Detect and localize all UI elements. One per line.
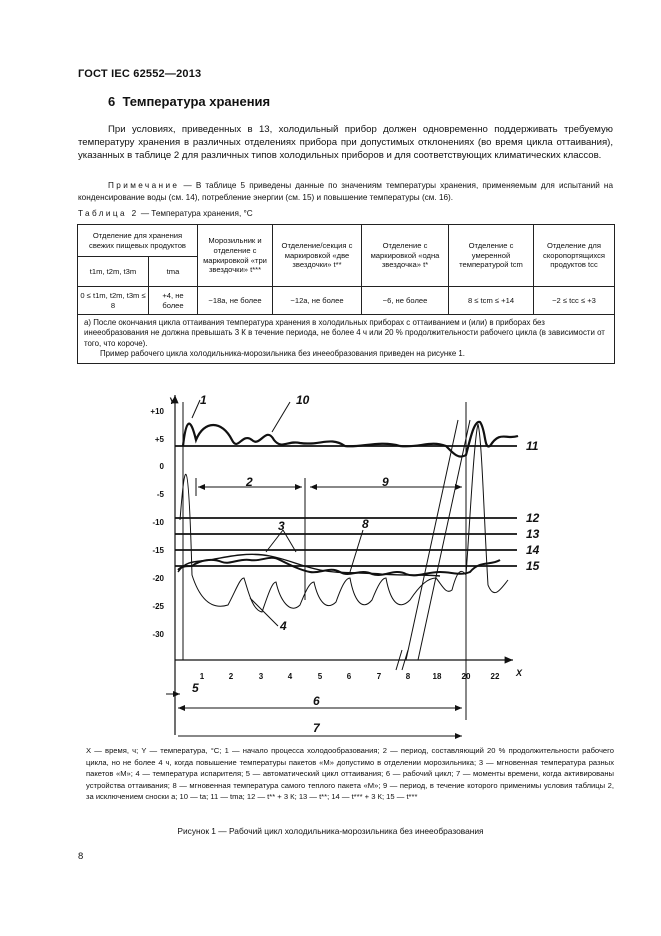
note-paragraph: [78, 180, 613, 204]
table-cell: −6, не более: [362, 287, 449, 315]
table-cell: −2 ≤ tcc ≤ +3: [534, 287, 615, 315]
body-paragraph: При условиях, приведенных в 13, холодильный прибор должен одновременно поддерживать требуемую температуру хранения в различных отделениях прибора при допустимых отклонениях (во время цикла оттаивания), указанных в таблице 2 для различных типов холодильных приборов и для соответствующих климатических классов.: [78, 124, 613, 162]
table-cell: 0 ≤ t1m, t2m, t3m ≤ 8: [78, 287, 149, 315]
leader-4: [250, 598, 278, 626]
x-tick: 22: [490, 672, 500, 681]
callout-11: 11: [526, 439, 539, 453]
x-tick: 3: [258, 672, 264, 681]
x-tick: 20: [461, 672, 471, 681]
callout-1: 1: [200, 393, 207, 407]
table-caption: [78, 209, 253, 218]
y-tick: -20: [152, 574, 164, 583]
callout-7: 7: [313, 721, 320, 735]
y-tick: -10: [152, 518, 164, 527]
th-fresh-sub-1: t1m, t2m, t3m: [78, 257, 149, 287]
page-number: 8: [78, 851, 84, 862]
x-tick: 18: [432, 672, 442, 681]
y-tick: +10: [150, 407, 164, 416]
storage-temperature-table: [77, 224, 615, 364]
x-tick: 5: [317, 672, 323, 681]
y-tick: -30: [152, 630, 164, 639]
document-header: ГОСТ IEC 62552—2013: [78, 68, 202, 80]
table-caption-text: — Температура хранения, °С: [140, 209, 253, 218]
callout-4: 4: [280, 619, 287, 633]
section-number: 6: [108, 94, 116, 109]
x-tick: 6: [346, 672, 352, 681]
callout-9: 9: [382, 475, 389, 489]
y-axis-label: Y: [169, 396, 176, 406]
table-cell: +4, не более: [149, 287, 198, 315]
th-chill: Отделение для скоропортящихся продуктов tcc: [534, 225, 615, 287]
callout-5: 5: [192, 681, 199, 695]
th-one-star: Отделение с маркировкой «одна звездочка» t*: [362, 225, 449, 287]
x-tick: 2: [228, 672, 234, 681]
table-footnote-cell: [78, 315, 615, 364]
x-tick: 1: [199, 672, 205, 681]
compartment-temp-curve: [183, 422, 518, 457]
section-title-text: Температура хранения: [122, 94, 271, 109]
callout-2: 2: [246, 475, 253, 489]
table-footnote-example: Пример рабочего цикла холодильника-морозильника без инееобразования приведен на рисунке 1.: [100, 349, 465, 359]
callout-15: 15: [526, 559, 540, 573]
note-label: Примечание: [108, 181, 180, 190]
th-two-star: Отделение/секция с маркировкой «две звездочки» t**: [273, 225, 362, 287]
y-tick: +5: [154, 435, 164, 444]
leader-10: [272, 402, 290, 432]
table-caption-label: Таблица 2: [78, 209, 139, 218]
th-fresh-sub-2: tma: [149, 257, 198, 287]
y-tick: 0: [159, 462, 164, 471]
defrost-ramp-2: [418, 420, 470, 660]
callout-10: 10: [296, 393, 310, 407]
table-footnote: а) После окончания цикла оттаивания температура хранения в холодильных приборах с оттаиванием и (или) в приборах без инееобразования не должна превышать 3 К в течение периода, не более 4 ч или 20 % продолжительности рабочего цикла (в зависимости от того, что короче).: [84, 318, 605, 348]
figure-1-chart: [0, 378, 661, 743]
y-tick: -25: [152, 602, 164, 611]
callout-8: 8: [362, 517, 369, 531]
th-fresh-food: Отделение для хранения свежих пищевых продуктов: [78, 225, 198, 257]
callout-14: 14: [526, 543, 540, 557]
th-frozen: Морозильник и отделение с маркировкой «три звездочки» t***: [198, 225, 273, 287]
table-cell: −18а, не более: [198, 287, 273, 315]
leader-1: [192, 400, 200, 418]
callout-13: 13: [526, 527, 540, 541]
note-text: — В таблице 5 приведены данные по значениям температуры хранения, применяемым для испытаний на конденсирование воды (см. 14), потребление энергии (см. 15) и повышение температуры (см. 16).: [78, 181, 613, 202]
defrost-ramp-1: [406, 420, 458, 660]
table-cell: 8 ≤ tcm ≤ +14: [449, 287, 534, 315]
y-tick: -5: [156, 490, 164, 499]
y-tick: -15: [152, 546, 164, 555]
callout-3: 3: [278, 519, 285, 533]
figure-legend: X — время, ч; Y — температура, °С; 1 — начало процесса холодообразования; 2 — период, составляющий 20 % продолжительности рабочего цикла, но не более 4 ч, когда повышение температуры пакетов «М» допустимо в отделении морозильника; 3 — мгновенная температура разных пакетов «М»; 4 — температура испарителя; 5 — автоматический цикл оттаивания; 6 — рабочий цикл; 7 — моменты времени, когда активированы устройства оттаивания; 8 — мгновенная температура самого теплого пакета «М»; 9 — период, в течение которого применимы условия таблицы 2, за исключением сноски а; 10 — ta; 11 — tma; 12 — t** + 3 К; 13 — t**; 14 — t*** + 3 К; 15 — t***: [86, 746, 614, 802]
section-title: [108, 94, 270, 109]
x-tick: 7: [376, 672, 382, 681]
table-cell: −12а, не более: [273, 287, 362, 315]
x-axis-label: X: [516, 668, 523, 678]
callout-12: 12: [526, 511, 540, 525]
x-tick: 4: [287, 672, 293, 681]
x-tick: 8: [405, 672, 411, 681]
th-cellar: Отделение с умеренной температурой tcm: [449, 225, 534, 287]
callout-6: 6: [313, 694, 320, 708]
figure-caption: Рисунок 1 — Рабочий цикл холодильника-морозильника без инееобразования: [177, 826, 484, 836]
